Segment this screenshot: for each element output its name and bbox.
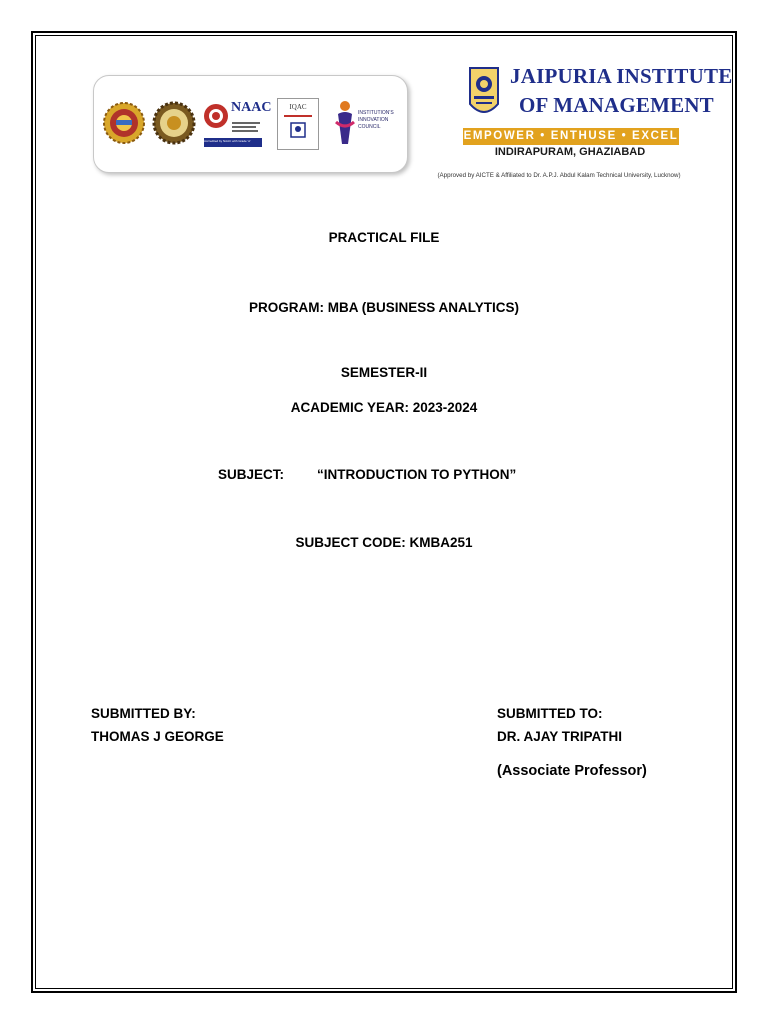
institute-tagline: EMPOWER • ENTHUSE • EXCEL bbox=[463, 128, 679, 145]
iic-logo-icon bbox=[334, 100, 356, 146]
iqac-text: IQAC bbox=[289, 103, 307, 111]
subject-name: “INTRODUCTION TO PYTHON” bbox=[317, 467, 517, 482]
jaipuria-emblem-icon bbox=[466, 64, 502, 122]
aicte-seal-icon bbox=[102, 93, 146, 153]
academic-year-line: ACADEMIC YEAR: 2023-2024 bbox=[290, 400, 478, 415]
submitted-to-name: DR. AJAY TRIPATHI bbox=[497, 729, 623, 744]
semester-line: SEMESTER-II bbox=[340, 365, 428, 380]
naac-subtext: Accredited by NAAC with Grade 'A' bbox=[204, 139, 251, 143]
submitted-to-label: SUBMITTED TO: bbox=[497, 706, 603, 721]
submitted-to-designation: (Associate Professor) bbox=[497, 763, 647, 779]
subject-label: SUBJECT: bbox=[218, 467, 285, 482]
iqac-logo bbox=[277, 98, 319, 150]
institute-approval-note: (Approved by AICTE & Affiliated to Dr. A.P.J. Abdul Kalam Technical University, Lucknow) bbox=[437, 172, 681, 179]
document-title: PRACTICAL FILE bbox=[328, 230, 440, 245]
institute-campus: INDIRAPURAM, GHAZIABAD bbox=[494, 146, 646, 158]
submitted-by-label: SUBMITTED BY: bbox=[91, 706, 196, 721]
subject-code-line: SUBJECT CODE: KMBA251 bbox=[295, 535, 473, 550]
program-line: PROGRAM: MBA (BUSINESS ANALYTICS) bbox=[248, 300, 519, 315]
submitted-by-name: THOMAS J GEORGE bbox=[91, 729, 224, 744]
university-seal-icon bbox=[152, 93, 196, 153]
iic-text: INSTITUTION'S INNOVATION COUNCIL bbox=[358, 110, 394, 130]
accreditation-logo-strip bbox=[93, 75, 408, 173]
naac-text: NAAC bbox=[231, 100, 272, 115]
iqac-emblem-icon bbox=[278, 111, 318, 145]
institute-name-line1: JAIPURIA INSTITUTE bbox=[510, 64, 733, 88]
institute-name-line2: OF MANAGEMENT bbox=[519, 93, 714, 117]
